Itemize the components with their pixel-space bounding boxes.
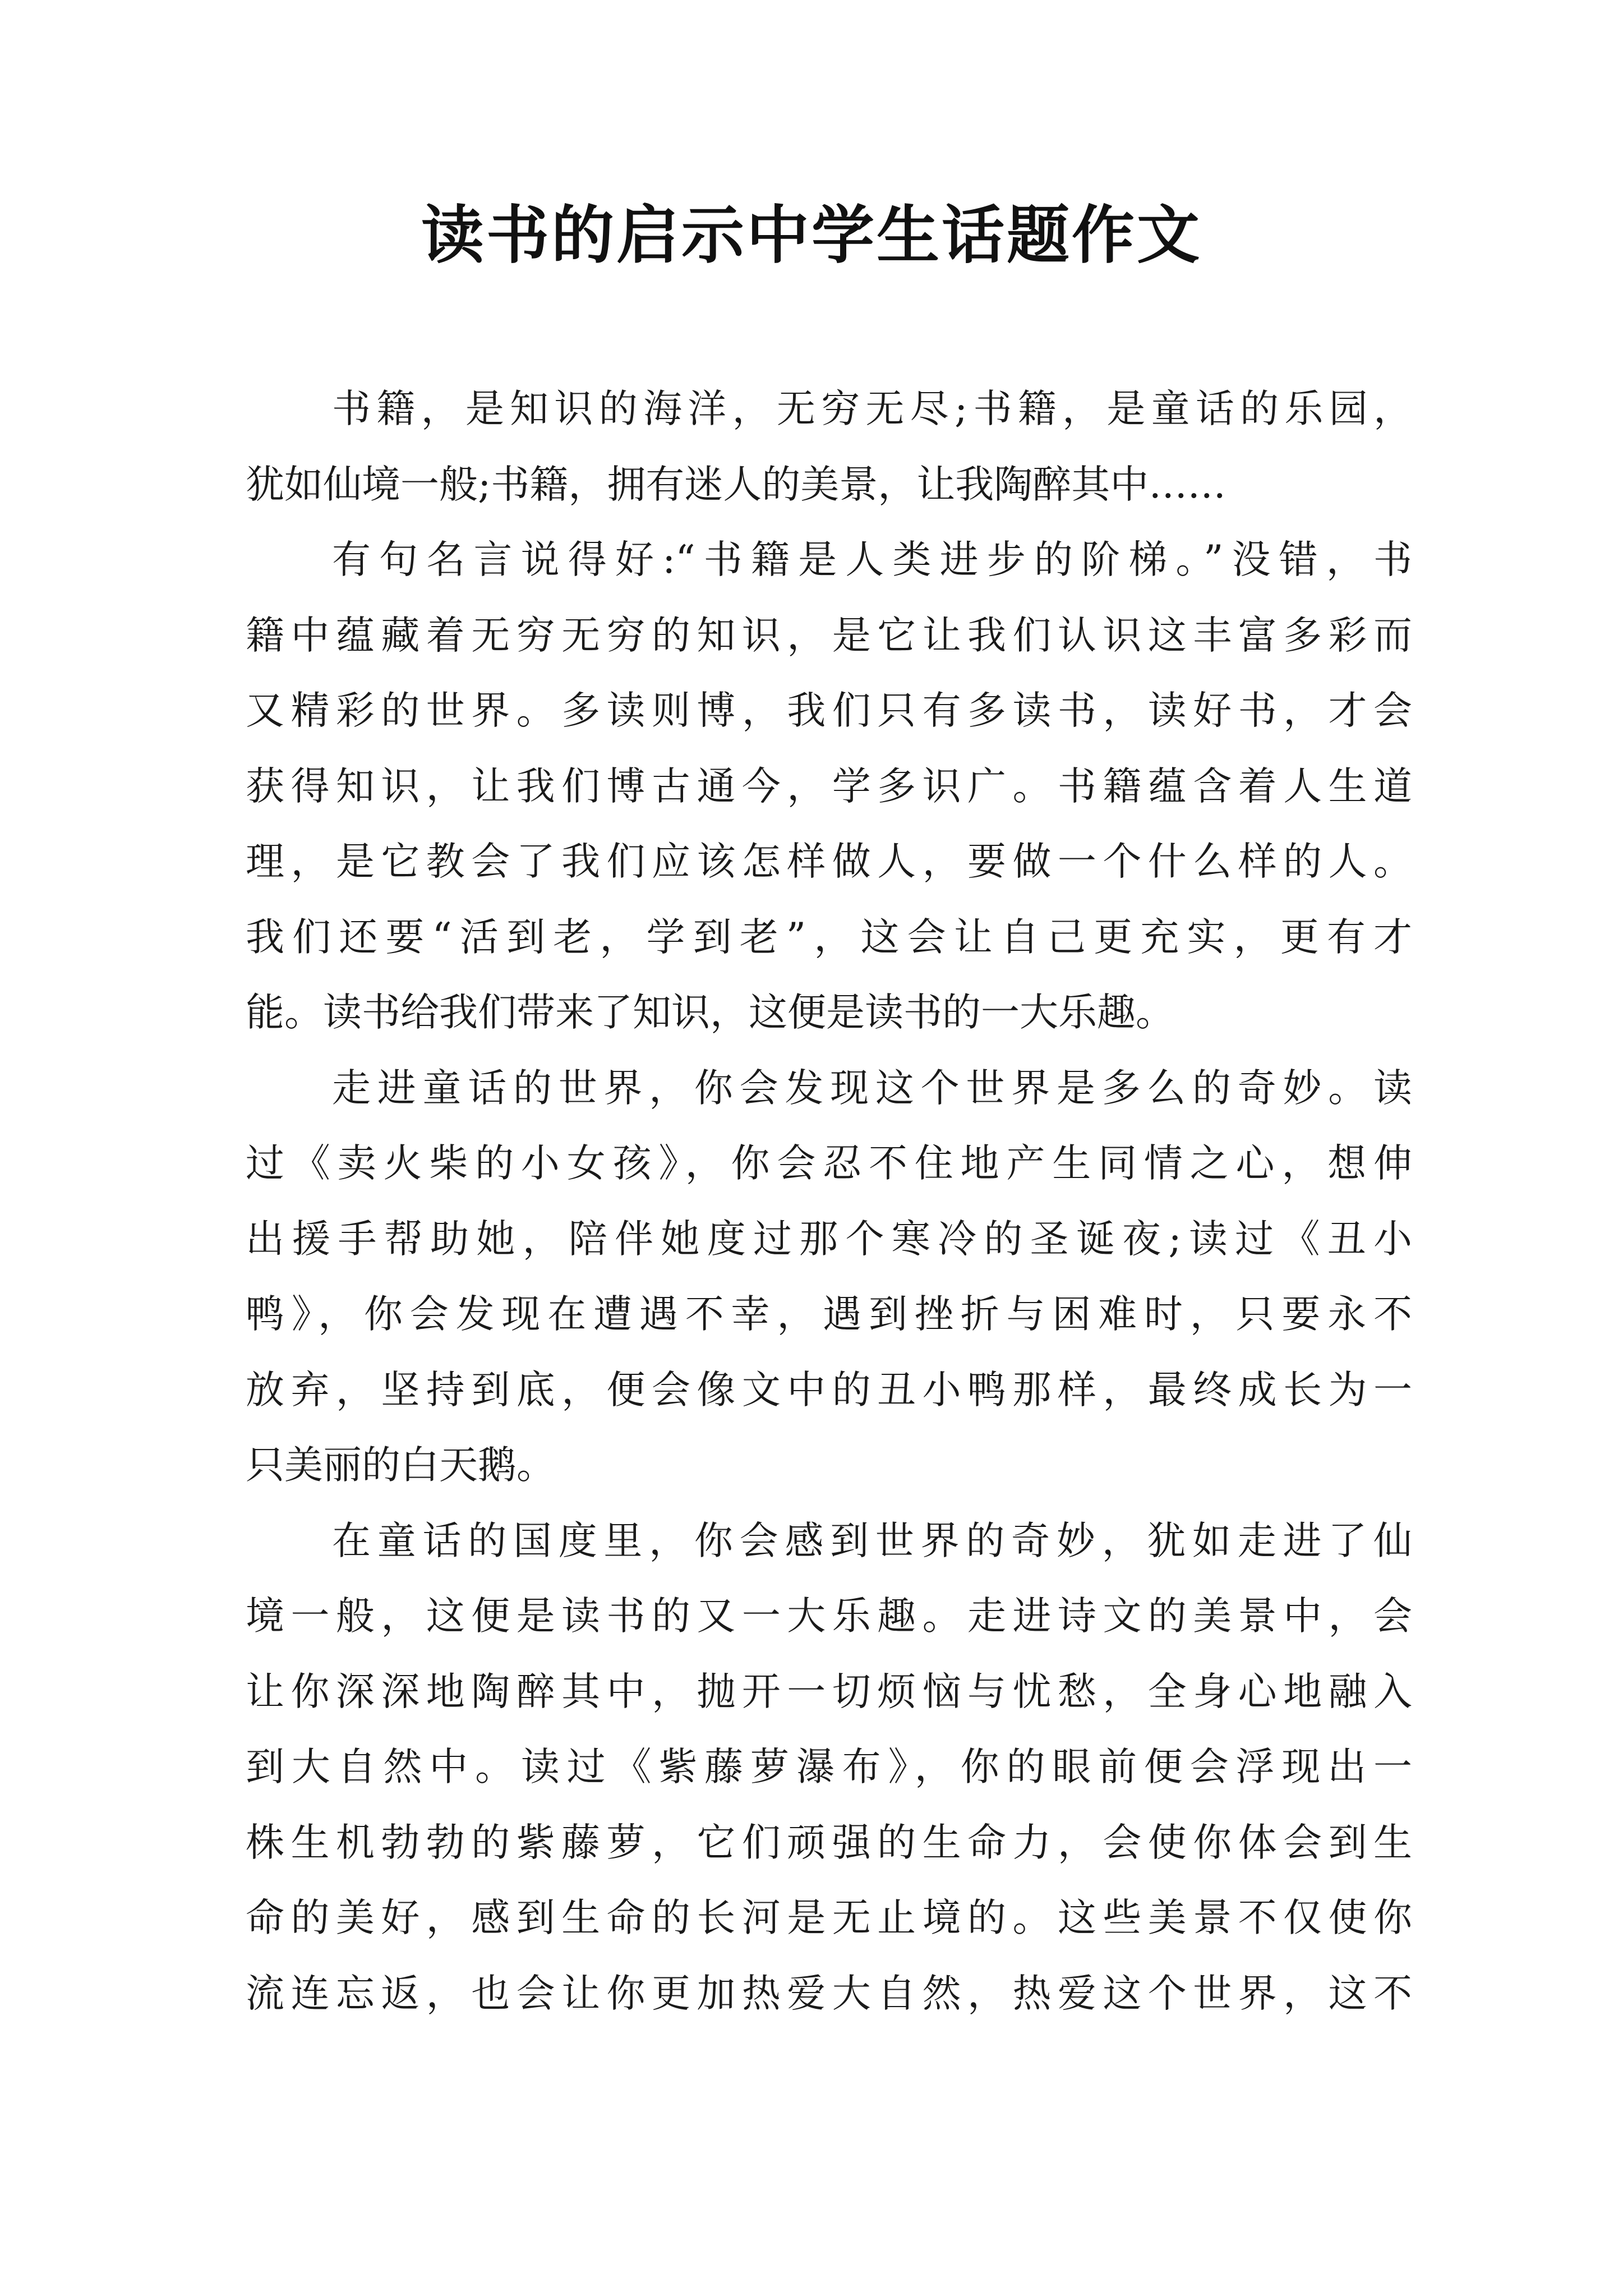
text-line: 到大自然中。读过《紫藤萝瀑布》，你的眼前便会浮现出一 <box>246 1745 1412 1789</box>
paragraph-3 <box>246 1051 1412 1503</box>
text-line: 命的美好，感到生命的长河是无止境的。这些美景不仅使你 <box>246 1895 1412 1940</box>
text-line: 让你深深地陶醉其中，抛开一切烦恼与忧愁，全身心地融入 <box>246 1669 1412 1714</box>
text-line: 犹如仙境一般;书籍，拥有迷人的美景，让我陶醉其中…… <box>246 462 1227 507</box>
paragraph-4 <box>246 1503 1412 2032</box>
text-line: 理，是它教会了我们应该怎样做人，要做一个什么样的人。 <box>246 839 1412 884</box>
text-line: 获得知识，让我们博古通今，学多识广。书籍蕴含着人生道 <box>246 763 1412 809</box>
paragraph-2 <box>246 522 1412 1051</box>
text-line: 流连忘返，也会让你更加热爱大自然，热爱这个世界，这不 <box>246 1971 1412 2016</box>
text-line: 走进童话的世界，你会发现这个世界是多么的奇妙。读 <box>332 1065 1412 1111</box>
document-title: 读书的启示中学生话题作文 <box>421 199 1202 272</box>
text-line: 出援手帮助她，陪伴她度过那个寒冷的圣诞夜;读过《丑小 <box>246 1216 1412 1262</box>
text-line: 又精彩的世界。多读则博，我们只有多读书，读好书，才会 <box>246 688 1412 733</box>
text-line: 书籍，是知识的海洋，无穷无尽;书籍，是童话的乐园， <box>332 386 1412 431</box>
text-line: 在童话的国度里，你会感到世界的奇妙，犹如走进了仙 <box>332 1518 1412 1563</box>
text-line: 能。读书给我们带来了知识，这便是读书的一大乐趣。 <box>246 990 1174 1035</box>
text-line: 籍中蕴藏着无穷无穷的知识，是它让我们认识这丰富多彩而 <box>246 613 1412 658</box>
document-body <box>246 371 1412 2031</box>
text-line: 境一般，这便是读书的又一大乐趣。走进诗文的美景中，会 <box>246 1594 1412 1639</box>
text-line: 过《卖火柴的小女孩》，你会忍不住地产生同情之心，想伸 <box>246 1141 1412 1186</box>
text-line: 有句名言说得好:“书籍是人类进步的阶梯。”没错，书 <box>332 537 1412 582</box>
text-line: 只美丽的白天鹅。 <box>246 1443 555 1488</box>
paragraph-1 <box>246 371 1412 522</box>
text-line: 株生机勃勃的紫藤萝，它们顽强的生命力，会使你体会到生 <box>246 1820 1412 1865</box>
text-line: 鸭》，你会发现在遭遇不幸，遇到挫折与困难时，只要永不 <box>246 1292 1412 1337</box>
text-line: 我们还要“活到老，学到老”，这会让自己更充实，更有才 <box>246 914 1412 960</box>
text-line: 放弃，坚持到底，便会像文中的丑小鸭那样，最终成长为一 <box>246 1367 1412 1412</box>
